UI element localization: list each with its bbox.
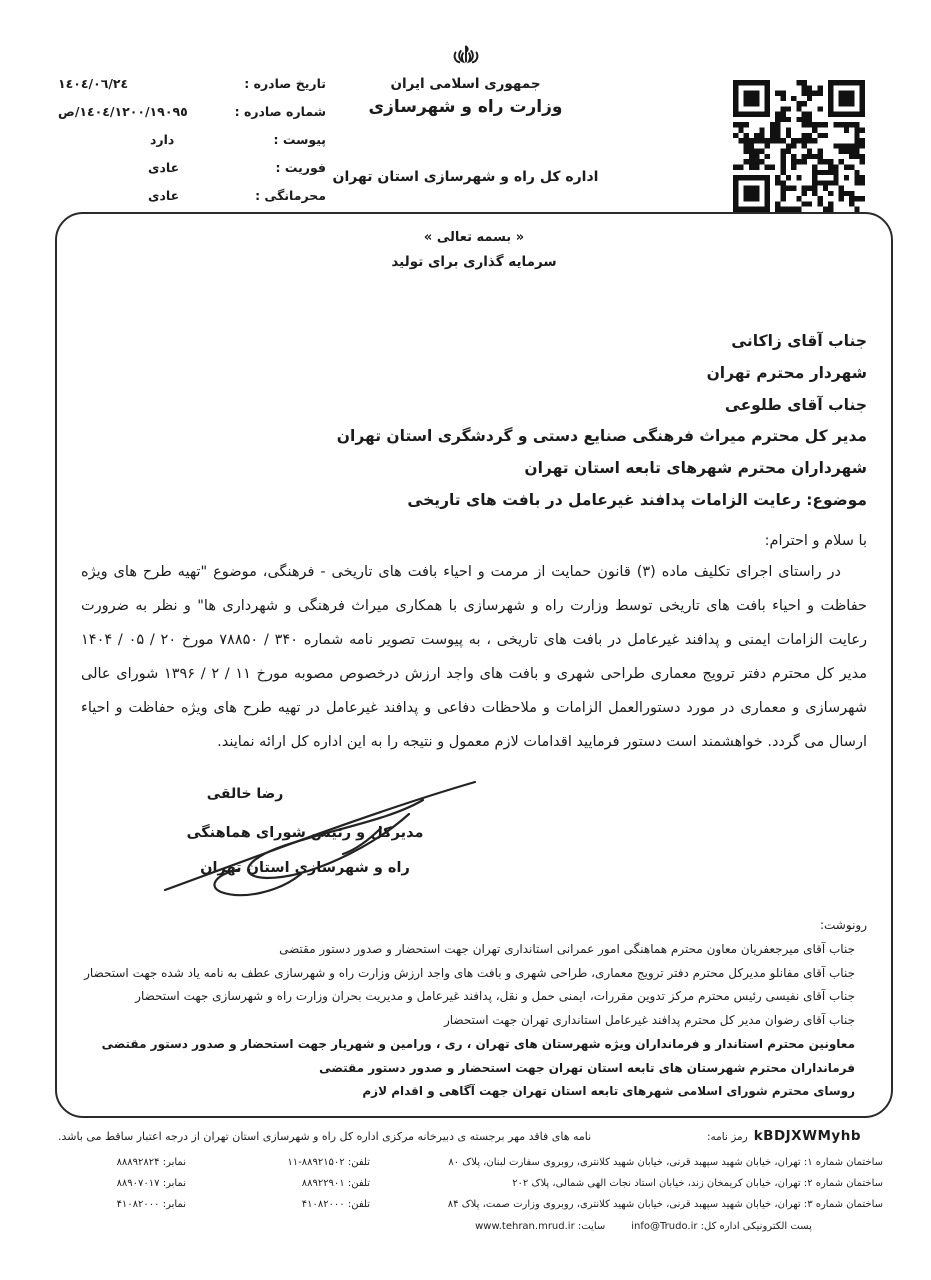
recipient-line: شهرداران محترم شهرهای تابعه استان تهران [524, 459, 867, 478]
department-name: اداره کل راه و شهرسازی استان تهران [332, 169, 599, 185]
fax-label: نمابر: [162, 1178, 186, 1189]
recipient-line: مدیر کل محترم میراث فرهنگی صنایع دستی و گردشگری استان تهران [336, 427, 867, 446]
address-line: ساختمان شماره ۲: تهران، خیابان کریمخان زند، خیابان استاد نجات الهی شمالی، پلاک ۲۰۲ [512, 1178, 883, 1189]
fax-label: نمابر: [162, 1157, 186, 1168]
cc-item: جناب آقای میرجعفریان معاون محترم هماهنگی امور عمرانی استانداری تهران جهت استحضار و صدور دستور مقتضی [279, 941, 855, 956]
confidentiality-value: عادی [148, 188, 180, 203]
contact-footer [58, 1152, 883, 1237]
fax-value: ۸۸۹۰۷۰۱۷ [116, 1178, 160, 1189]
fax-column [58, 1152, 186, 1237]
stamp-note: نامه های فاقد مهر برجسته ی دبیرخانه مرکزی اداره کل راه و شهرسازی استان تهران از درجه اعتبار ساقط می باشد. [58, 1130, 592, 1143]
urgency-label: فوریت : [275, 160, 326, 175]
attachment-value: دارد [150, 132, 175, 147]
letterhead [286, 42, 646, 185]
letter-code-label: رمز نامه: [706, 1131, 748, 1143]
tel-value: ۸۸۹۲۲۹۰۱ [301, 1178, 345, 1189]
site-value: www.tehran.mrud.ir [475, 1221, 575, 1232]
confidentiality-label: محرمانگی : [255, 188, 326, 203]
email-value: info@Trudo.ir [631, 1221, 698, 1232]
cc-item: جناب آقای مفانلو مدیرکل محترم دفتر ترویج معماری، طراحی شهری و بافت های واجد ارزش وزارت راه و شهرسازی عطف به نامه یاد شده جهت استحضار [84, 965, 855, 980]
cc-item: معاونین محترم استاندار و فرمانداران ویژه شهرستان های تهران ، ری ، ورامین و شهریار جهت استحضار و صدور دستور مقتضی [101, 1036, 855, 1051]
tel-value: ۴۱۰۸۲۰۰۰ [301, 1199, 345, 1210]
tel-label: تلفن: [347, 1157, 370, 1168]
letter-paragraph: در راستای اجرای تکلیف ماده (۳) قانون حمایت از مرمت و احیاء بافت های تاریخی - فرهنگی، موضوع "تهیه طرح های ویژه حفاظت و احیاء بافت های تاریخی توسط وزارت راه و شهرسازی با همکاری میراث فرهنگی و شهرداری ها" و نظر به ضرورت رعایت الزامات ایمنی و پدافند غیرعامل در بافت های تاریخی ، به پیوست تصویر نامه شماره ۳۴۰ / ۷۸۸۵۰ مورخ ۲۰ / ۰۵ / ۱۴۰۴ مدیر کل محترم دفتر ترویج معماری طراحی شهری و بافت های واجد ارزش درخصوص مصوبه مورخ ۱۱ / ۲ / ۱۳۹۶ شورای عالی شهرسازی و معماری در مورد دستورالعمل الزامات و ملاحظات دفاعی و پدافند غیرعامل در تهیه طرح های ویژه حفاظت و احیاء ارسال می گردد. خواهشمند است دستور فرمایید اقدامات لازم معمول و نتیجه را به این اداره کل ارائه نمایند. [81, 563, 867, 750]
recipient-line: جناب آقای زاکانی [731, 332, 867, 350]
salutation-text: با سلام و احترام: [764, 532, 867, 549]
letter-body-frame [55, 212, 893, 1118]
number-label: شماره صادره : [234, 104, 326, 119]
date-value: ١٤٠٤/٠٦/٢٤ [58, 76, 129, 91]
urgency-value: عادی [148, 160, 180, 175]
tel-label: تلفن: [347, 1199, 370, 1210]
recipient-line: شهردار محترم تهران [706, 363, 867, 382]
recipient-list [81, 326, 867, 517]
fax-value: ۴۱۰۸۲۰۰۰ [116, 1199, 160, 1210]
basmala-text: « بسمه تعالی » [423, 230, 525, 245]
stamp-note-row [58, 1128, 861, 1144]
site-label: سایت: [577, 1221, 606, 1232]
address-column [404, 1152, 883, 1237]
letter-code [707, 1128, 861, 1144]
date-label: تاریخ صادره : [244, 76, 326, 91]
telephone-column [220, 1152, 370, 1237]
number-value: ١٤٠٤/١٢٠٠/١٩٠٩٥/ص [58, 104, 188, 119]
cc-item: روسای محترم شورای اسلامی شهرهای تابعه استان تهران جهت آگاهی و اقدام لازم [362, 1084, 855, 1099]
cc-section [81, 914, 867, 1104]
letter-code-value: kBDJXWMyhb [753, 1128, 861, 1144]
qr-code [733, 80, 865, 212]
tel-label: تلفن: [347, 1178, 370, 1189]
address-line: ساختمان شماره ۳: تهران، خیابان شهید سپهبد قرنی، خیابان شهید کلانتری، روبروی وزارت صمت، پلاک ۸۴ [447, 1199, 883, 1210]
recipient-line: جناب آقای طلوعی [724, 395, 867, 414]
signer-title-2: راه و شهرسازی استان تهران [200, 859, 410, 876]
fax-value: ۸۸۸۹۲۸۲۴ [116, 1157, 160, 1168]
address-line: ساختمان شماره ۱: تهران، خیابان شهید سپهبد قرنی، خیابان شهید کلانتری، روبروی سفارت لبنان، پلاک ۸۰ [448, 1157, 883, 1168]
attachment-label: پیوست : [273, 132, 326, 147]
cc-item: فرمانداران محترم شهرستان های تابعه استان تهران جهت استحضار و صدور دستور مقتضی [319, 1060, 855, 1075]
iran-emblem-icon [451, 42, 481, 72]
signer-name: رضا خالقی [206, 786, 284, 802]
cc-label: رونوشت: [819, 918, 867, 932]
slogan-text: سرمایه گذاری برای تولید [391, 254, 557, 270]
subject-line: موضوع: رعایت الزامات پدافند غیرعامل در بافت های تاریخی [407, 490, 867, 509]
cc-item: جناب آقای نفیسی رئیس محترم مرکز تدوین مقررات، ایمنی حمل و نقل، پدافند غیرعامل و مدیریت بحران وزارت راه و شهرسازی جهت استحضار [135, 989, 855, 1004]
email-label: پست الکترونیکی اداره کل: [700, 1221, 812, 1232]
meta-confidentiality [58, 188, 326, 203]
tel-value: ۸۸۹۲۱۵۰۲-۱۱ [287, 1157, 345, 1168]
cc-item: جناب آقای رضوان مدیر کل محترم پدافند غیرعامل استانداری تهران جهت استحضار [443, 1013, 855, 1027]
country-name: جمهوری اسلامی ایران [390, 76, 541, 92]
fax-label: نمابر: [162, 1199, 186, 1210]
signature-block [135, 786, 475, 886]
signer-title-1: مدیرکل و رئیس شورای هماهنگی [186, 825, 424, 841]
ministry-name: وزارت راه و شهرسازی [368, 97, 563, 117]
email-site-row [404, 1216, 883, 1237]
